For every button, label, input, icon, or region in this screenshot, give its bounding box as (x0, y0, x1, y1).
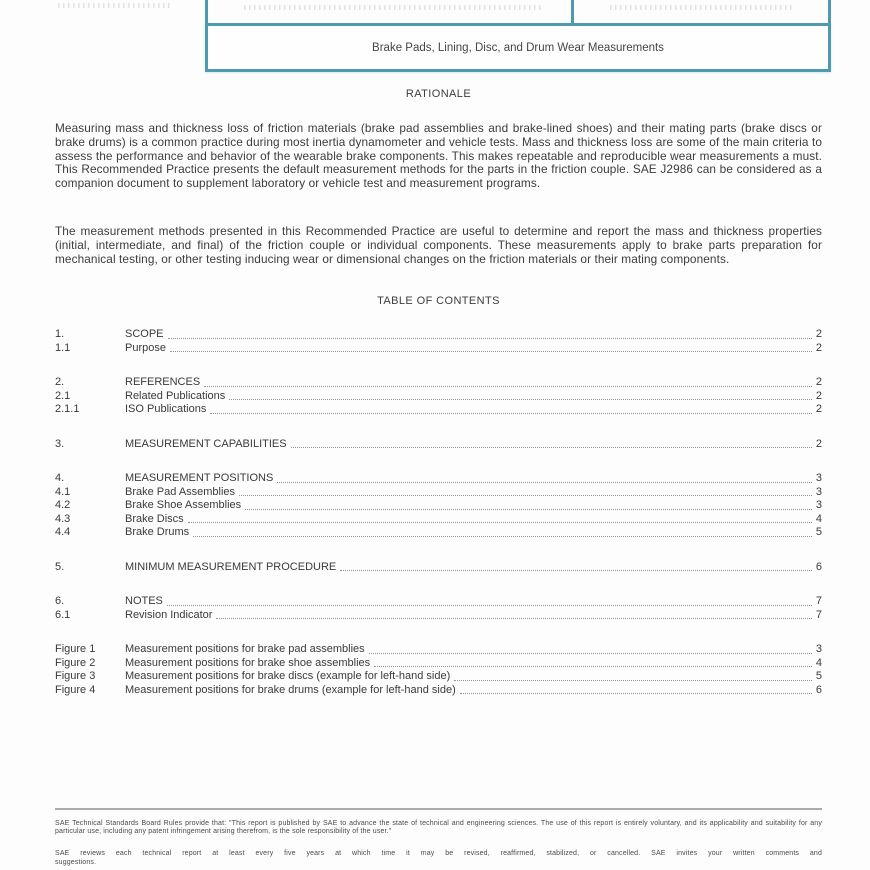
toc-row (55, 403, 822, 417)
toc-entry-title: ISO Publications (125, 403, 207, 416)
rationale-heading: RATIONALE (405, 88, 472, 100)
toc-dot-leader (369, 653, 812, 654)
toc-entry-title: Purpose (125, 341, 166, 354)
toc-entry-page: 2 (815, 389, 822, 402)
toc-dot-leader (340, 570, 812, 571)
footer-divider (55, 808, 822, 810)
toc-entry-page: 2 (815, 376, 822, 389)
toc-entry-number: Figure 1 (55, 643, 96, 656)
toc-dot-leader (216, 618, 811, 619)
toc-entry-title: Brake Drums (125, 526, 190, 539)
document-title: Brake Pads, Lining, Disc, and Drum Wear Measurements (372, 41, 664, 54)
toc-entry-title: SCOPE (125, 328, 164, 341)
toc-row (55, 328, 822, 342)
rationale-paragraph-1: Measuring mass and thickness loss of friction materials (brake pad assemblies and brake-lined shoes) and their mating parts (brake discs or brake drums) is a common practice during most inertia dynamometer and vehicle tests. Mass and thickness loss are some of the main criteria to assess the performance and behavior of the wearable brake components. This makes repeatable and reproducible wear measurements a must. This Recommended Practice presents the default measurement methods for the parts in the friction couple. SAE J2986 can be considered as a companion document to supplement laboratory or vehicle test and measurement programs. (55, 121, 822, 191)
toc-entry-title: MEASUREMENT POSITIONS (125, 472, 274, 485)
toc-group (55, 561, 822, 575)
toc-row (55, 342, 822, 356)
toc-row (55, 684, 822, 698)
toc-entry-page: 7 (815, 595, 822, 608)
toc-dot-leader (454, 680, 812, 681)
toc-dot-leader (193, 536, 812, 537)
toc-group (55, 438, 822, 452)
toc-entry-title: Measurement positions for brake discs (example for left-hand side) (125, 670, 451, 683)
toc-entry-title: Revision Indicator (125, 608, 213, 621)
toc-group (55, 328, 822, 355)
toc-entry-title: Measurement positions for brake pad assemblies (125, 643, 365, 656)
toc-row (55, 561, 822, 575)
toc-entry-page: 3 (815, 485, 822, 498)
toc-dot-leader (188, 522, 812, 523)
toc-entry-number: 2.1 (55, 389, 71, 402)
toc-dot-leader (170, 351, 812, 352)
toc-entry-title: Brake Shoe Assemblies (125, 499, 242, 512)
toc-entry-title: Brake Pad Assemblies (125, 485, 236, 498)
toc-entry-number: 4. (55, 472, 65, 485)
rationale-paragraph-2: The measurement methods presented in this Recommended Practice are useful to determine and report the mass and thickness properties (initial, intermediate, and final) of the friction couple or individual components. These measurements apply to brake parts preparation for mechanical testing, or other testing inducing wear or dimensional changes on the friction materials or their mating components. (55, 223, 822, 266)
toc-entry-page: 2 (815, 403, 822, 416)
toc-entry-title: Measurement positions for brake drums (example for left-hand side) (125, 683, 456, 696)
footer-note-2 (55, 849, 822, 867)
toc-entry-page: 3 (815, 472, 822, 485)
footer-note-2-line-2: suggestions. (55, 859, 97, 867)
toc-entry-page: 6 (815, 560, 822, 573)
toc-entry-number: 3. (55, 437, 65, 450)
toc-entry-number: 6. (55, 595, 65, 608)
toc-entry-page: 4 (815, 512, 822, 525)
footer-note-1: SAE Technical Standards Board Rules provide that: "This report is published by SAE to advance the state of technical and engineering sciences. The use of this report is entirely voluntary, and its applicability and suitability for any particular use, including any patent infringement arising therefrom, is the sole responsibility of the user." (55, 820, 822, 836)
toc-entry-number: 4.3 (55, 512, 71, 525)
toc-dot-leader (374, 666, 812, 667)
toc-row (55, 670, 822, 684)
toc-row (55, 513, 822, 527)
toc-dot-leader (167, 605, 812, 606)
toc-entry-number: 4.1 (55, 485, 71, 498)
toc-entry-number: 2.1.1 (55, 403, 80, 416)
toc-entry-page: 5 (815, 526, 822, 539)
toc-entry-page: 4 (815, 656, 822, 669)
toc-dot-leader (204, 386, 812, 387)
toc-row (55, 609, 822, 623)
toc-entry-title: MEASUREMENT CAPABILITIES (125, 437, 287, 450)
toc-row (55, 526, 822, 540)
toc-group (55, 376, 822, 417)
toc-entry-title: Related Publications (125, 389, 226, 402)
toc-group (55, 643, 822, 697)
toc-entry-page: 3 (815, 643, 822, 656)
content-column (55, 0, 822, 718)
toc-group (55, 472, 822, 540)
toc-entry-title: NOTES (125, 595, 163, 608)
toc-entry-page: 2 (815, 437, 822, 450)
toc-entry-page: 5 (815, 670, 822, 683)
toc-entry-number: 4.2 (55, 499, 71, 512)
toc-entry-number: 5. (55, 560, 65, 573)
toc-dot-leader (460, 693, 812, 694)
toc-row (55, 390, 822, 404)
toc-row (55, 486, 822, 500)
toc-row (55, 657, 822, 671)
toc-list (55, 328, 822, 697)
toc-entry-number: Figure 2 (55, 656, 96, 669)
toc-entry-title: Brake Discs (125, 512, 184, 525)
toc-entry-page: 7 (815, 608, 822, 621)
toc-dot-leader (291, 447, 812, 448)
toc-row (55, 472, 822, 486)
toc-heading: TABLE OF CONTENTS (377, 295, 500, 308)
toc-entry-number: 1.1 (55, 341, 71, 354)
toc-row (55, 643, 822, 657)
toc-entry-page: 2 (815, 328, 822, 341)
toc-row (55, 595, 822, 609)
page-footer (55, 808, 822, 867)
toc-row (55, 438, 822, 452)
toc-dot-leader (229, 399, 812, 400)
toc-entry-number: 6.1 (55, 608, 71, 621)
toc-entry-number: 4.4 (55, 526, 71, 539)
toc-entry-page: 2 (815, 341, 822, 354)
toc-entry-number: Figure 3 (55, 670, 96, 683)
toc-entry-page: 6 (815, 683, 822, 696)
toc-entry-title: Measurement positions for brake shoe assemblies (125, 656, 371, 669)
footer-note-2-line-1: SAE reviews each technical report at least every five years at which time it may be revised, reaffirmed, stabilized, or cancelled. SAE invites your written comments and (55, 850, 822, 858)
toc-group (55, 595, 822, 622)
toc-dot-leader (239, 495, 812, 496)
toc-entry-page: 3 (815, 499, 822, 512)
toc-row (55, 376, 822, 390)
toc-row (55, 499, 822, 513)
toc-entry-number: Figure 4 (55, 683, 96, 696)
toc-dot-leader (277, 482, 812, 483)
toc-entry-title: REFERENCES (125, 376, 201, 389)
toc-dot-leader (245, 509, 812, 510)
toc-dot-leader (210, 413, 812, 414)
toc-entry-number: 2. (55, 376, 65, 389)
toc-entry-number: 1. (55, 328, 65, 341)
toc-entry-title: MINIMUM MEASUREMENT PROCEDURE (125, 560, 337, 573)
toc-dot-leader (168, 338, 812, 339)
